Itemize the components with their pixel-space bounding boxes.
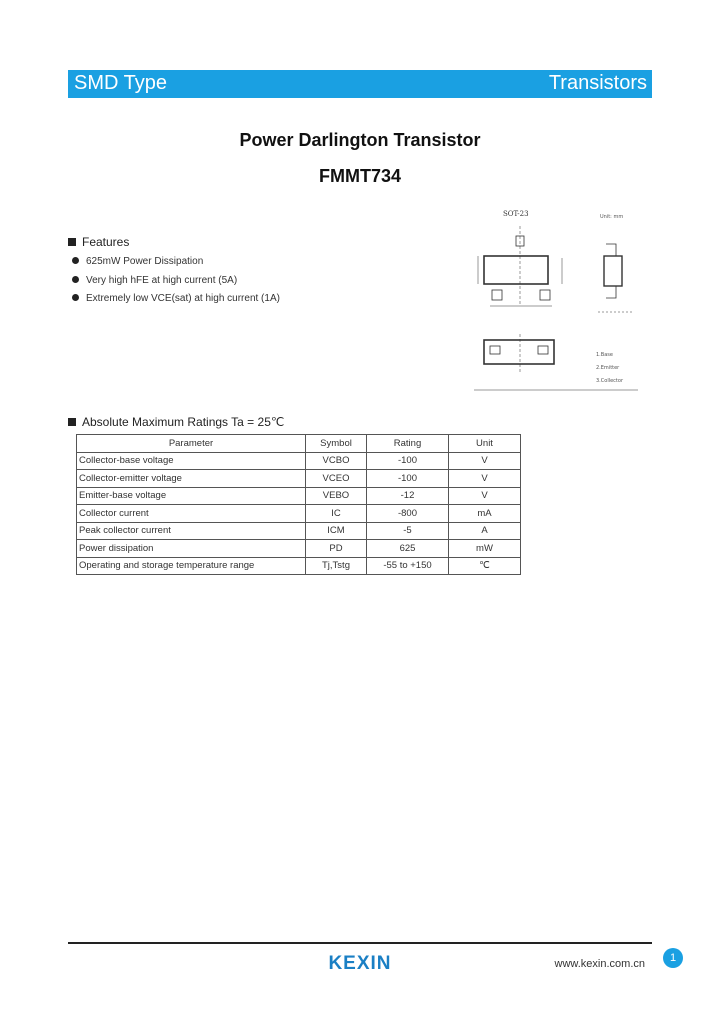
cell-unit: V [449,470,521,488]
cell-parameter: Collector current [77,505,306,523]
cell-symbol: VEBO [306,487,367,505]
package-outline-drawing [470,206,642,392]
cell-unit: mA [449,505,521,523]
cell-unit: ℃ [449,557,521,575]
cell-rating: -12 [367,487,449,505]
table-header-row [77,435,521,453]
cell-symbol: IC [306,505,367,523]
table-row [77,540,521,558]
cell-parameter: Power dissipation [77,540,306,558]
cell-parameter: Emitter-base voltage [77,487,306,505]
header-category: SMD Type [74,72,167,94]
cell-unit: V [449,487,521,505]
document-title: Power Darlington Transistor [239,130,481,150]
table-row [77,505,521,523]
feature-item: 625mW Power Dissipation [72,256,203,267]
cell-rating: -55 to +150 [367,557,449,575]
column-header: Rating [367,435,449,453]
table-row [77,557,521,575]
table-row [77,522,521,540]
cell-rating: -5 [367,522,449,540]
cell-rating: 625 [367,540,449,558]
header-product-type: Transistors [548,72,647,94]
pin-label: 1.Base [596,352,613,358]
company-logo: KEXIN [328,953,392,974]
ratings-table [76,434,521,575]
table-row [77,487,521,505]
column-header: Parameter [77,435,306,453]
square-bullet-icon [68,238,76,246]
cell-unit: A [449,522,521,540]
bullet-icon [72,257,79,264]
unit-label: Unit: mm [600,214,624,220]
ratings-heading: Absolute Maximum Ratings Ta = 25℃ [68,415,284,429]
cell-rating: -100 [367,470,449,488]
pin-label: 3.Collector [596,378,623,384]
features-heading: Features [68,235,129,249]
cell-rating: -800 [367,505,449,523]
page-number-badge: 1 [663,948,683,968]
website-link[interactable]: www.kexin.com.cn [554,958,645,970]
feature-item: Very high hFE at high current (5A) [72,275,237,286]
package-label: SOT-23 [503,210,529,218]
cell-unit: V [449,452,521,470]
cell-parameter: Operating and storage temperature range [77,557,306,575]
cell-symbol: VCBO [306,452,367,470]
cell-rating: -100 [367,452,449,470]
table-row [77,452,521,470]
part-number: FMMT734 [318,166,401,186]
cell-symbol: PD [306,540,367,558]
cell-parameter: Collector-emitter voltage [77,470,306,488]
pin-label: 2.Emitter [596,365,620,371]
header-bar [68,70,652,98]
square-bullet-icon [68,418,76,426]
feature-item: Extremely low VCE(sat) at high current (1A) [72,293,280,304]
cell-unit: mW [449,540,521,558]
cell-symbol: VCEO [306,470,367,488]
column-header: Symbol [306,435,367,453]
bullet-icon [72,276,79,283]
bullet-icon [72,294,79,301]
cell-parameter: Peak collector current [77,522,306,540]
cell-symbol: Tj,Tstg [306,557,367,575]
cell-parameter: Collector-base voltage [77,452,306,470]
footer-divider [68,942,652,944]
cell-symbol: ICM [306,522,367,540]
table-row [77,470,521,488]
column-header: Unit [449,435,521,453]
